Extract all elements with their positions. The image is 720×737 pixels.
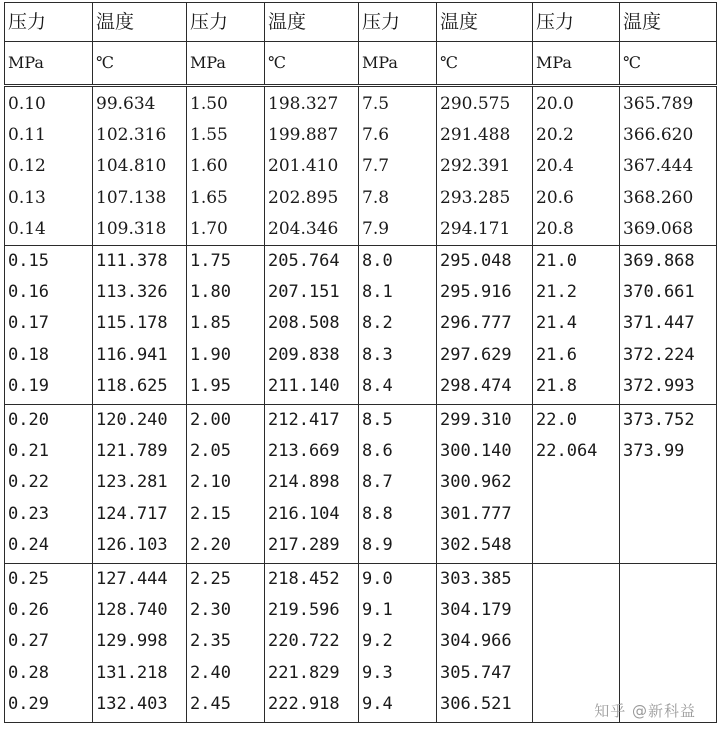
temperature-value: 113.326 <box>96 282 168 303</box>
pressure-value: 2.45 <box>190 693 231 714</box>
unit-pressure-2: MPa <box>187 42 265 86</box>
temperature-value: 370.661 <box>623 282 695 303</box>
temperature-value: 207.151 <box>268 282 340 303</box>
header-pressure-2: 压力 <box>187 3 265 42</box>
pressure-value: 0.15 <box>8 251 49 271</box>
temperature-value: 294.171 <box>440 218 511 239</box>
temperature-value: 293.285 <box>440 187 511 208</box>
unit-pressure-1: MPa <box>5 42 93 86</box>
header-temperature-3: 温度 <box>437 3 533 42</box>
pressure-value: 8.5 <box>362 410 393 430</box>
pressure-value: 1.55 <box>190 125 228 146</box>
temperature-column-3 <box>437 405 533 564</box>
temperature-column-2 <box>265 86 359 246</box>
temperature-value: 102.316 <box>96 125 167 146</box>
temperature-column-1 <box>93 246 187 405</box>
pressure-value: 20.6 <box>536 187 574 208</box>
temperature-value: 306.521 <box>440 693 512 714</box>
temperature-value: 304.179 <box>440 600 512 621</box>
pressure-value: 8.0 <box>362 251 393 271</box>
pressure-value: 8.4 <box>362 375 393 396</box>
temperature-value: 217.289 <box>268 534 340 555</box>
pressure-value: 0.26 <box>8 600 49 621</box>
temperature-value: 219.596 <box>268 600 340 621</box>
temperature-column-3 <box>437 86 533 246</box>
pressure-column-4 <box>533 564 620 723</box>
temperature-column-1 <box>93 86 187 246</box>
pressure-value: 0.16 <box>8 282 49 303</box>
temperature-value: 109.318 <box>96 218 167 239</box>
temperature-value: 199.887 <box>268 125 339 146</box>
pressure-value: 8.6 <box>362 441 393 462</box>
temperature-value: 368.260 <box>623 187 694 208</box>
pressure-value: 7.8 <box>362 187 390 208</box>
pressure-value: 20.2 <box>536 125 574 146</box>
temperature-value: 292.391 <box>440 156 511 177</box>
temperature-value: 299.310 <box>440 410 512 430</box>
temperature-value: 128.740 <box>96 600 168 621</box>
pressure-value: 8.2 <box>362 313 393 334</box>
pressure-column-2 <box>187 86 265 246</box>
pressure-value: 1.90 <box>190 344 231 365</box>
temperature-value: 220.722 <box>268 631 340 652</box>
pressure-value: 0.14 <box>8 218 46 239</box>
temperature-value: 198.327 <box>268 94 339 114</box>
pressure-column-1 <box>5 405 93 564</box>
saturation-pressure-temperature-table <box>4 2 717 723</box>
temperature-column-4 <box>620 405 717 564</box>
unit-temperature-2: ℃ <box>265 42 359 86</box>
pressure-value: 0.18 <box>8 344 49 365</box>
pressure-value: 1.50 <box>190 94 228 114</box>
temperature-value: 205.764 <box>268 251 340 271</box>
pressure-value: 1.75 <box>190 251 231 271</box>
pressure-value: 21.8 <box>536 375 577 396</box>
pressure-value: 1.70 <box>190 218 228 239</box>
temperature-column-2 <box>265 405 359 564</box>
temperature-value: 201.410 <box>268 156 339 177</box>
pressure-column-3 <box>359 564 437 723</box>
zhihu-watermark: 知乎 @新科益 <box>594 702 696 720</box>
pressure-value: 1.85 <box>190 313 231 334</box>
temperature-value: 296.777 <box>440 313 512 334</box>
temperature-value: 304.966 <box>440 631 512 652</box>
temperature-value: 116.941 <box>96 344 168 365</box>
temperature-value: 290.575 <box>440 94 511 114</box>
temperature-column-4 <box>620 86 717 246</box>
pressure-value: 22.064 <box>536 441 598 462</box>
pressure-column-1 <box>5 86 93 246</box>
temperature-value: 121.789 <box>96 441 168 462</box>
pressure-value: 0.24 <box>8 534 49 555</box>
temperature-value: 369.868 <box>623 251 695 271</box>
temperature-value: 216.104 <box>268 503 340 524</box>
pressure-value: 2.20 <box>190 534 231 555</box>
temperature-value: 208.508 <box>268 313 340 334</box>
temperature-value: 115.178 <box>96 313 168 334</box>
pressure-value: 7.5 <box>362 94 390 114</box>
temperature-value: 373.752 <box>623 410 695 430</box>
unit-row <box>5 42 717 86</box>
header-temperature-4: 温度 <box>620 3 717 42</box>
temperature-value: 371.447 <box>623 313 695 334</box>
pressure-value: 0.21 <box>8 441 49 462</box>
pressure-column-2 <box>187 246 265 405</box>
temperature-value: 365.789 <box>623 94 694 114</box>
unit-temperature-4: ℃ <box>620 42 717 86</box>
pressure-value: 21.4 <box>536 313 577 334</box>
pressure-value: 2.15 <box>190 503 231 524</box>
pressure-column-4 <box>533 246 620 405</box>
pressure-value: 20.4 <box>536 156 574 177</box>
pressure-value: 21.6 <box>536 344 577 365</box>
pressure-value: 1.60 <box>190 156 228 177</box>
temperature-value: 369.068 <box>623 218 694 239</box>
data-block-2 <box>5 246 717 405</box>
pressure-value: 2.30 <box>190 600 231 621</box>
temperature-value: 302.548 <box>440 534 512 555</box>
temperature-column-4 <box>620 564 717 723</box>
temperature-value: 120.240 <box>96 410 168 430</box>
temperature-column-2 <box>265 564 359 723</box>
unit-temperature-3: ℃ <box>437 42 533 86</box>
pressure-value: 7.7 <box>362 156 390 177</box>
temperature-value: 295.916 <box>440 282 512 303</box>
pressure-value: 8.8 <box>362 503 393 524</box>
header-temperature-1: 温度 <box>93 3 187 42</box>
pressure-value: 22.0 <box>536 410 577 430</box>
temperature-value: 213.669 <box>268 441 340 462</box>
header-pressure-1: 压力 <box>5 3 93 42</box>
header-pressure-3: 压力 <box>359 3 437 42</box>
temperature-value: 214.898 <box>268 472 340 493</box>
pressure-value: 0.12 <box>8 156 46 177</box>
pressure-value: 8.9 <box>362 534 393 555</box>
pressure-value: 2.40 <box>190 662 231 683</box>
pressure-value: 0.27 <box>8 631 49 652</box>
temperature-value: 204.346 <box>268 218 339 239</box>
pressure-column-3 <box>359 246 437 405</box>
temperature-value: 291.488 <box>440 125 511 146</box>
pressure-value: 0.13 <box>8 187 46 208</box>
temperature-value: 131.218 <box>96 662 168 683</box>
unit-pressure-3: MPa <box>359 42 437 86</box>
temperature-value: 300.962 <box>440 472 512 493</box>
pressure-value: 9.2 <box>362 631 393 652</box>
temperature-value: 300.140 <box>440 441 512 462</box>
temperature-value: 124.717 <box>96 503 168 524</box>
pressure-column-3 <box>359 405 437 564</box>
temperature-value: 372.993 <box>623 375 695 396</box>
temperature-value: 104.810 <box>96 156 167 177</box>
header-pressure-4: 压力 <box>533 3 620 42</box>
temperature-value: 372.224 <box>623 344 695 365</box>
temperature-value: 218.452 <box>268 569 340 589</box>
pressure-value: 9.0 <box>362 569 393 589</box>
pressure-column-1 <box>5 564 93 723</box>
temperature-value: 297.629 <box>440 344 512 365</box>
pressure-value: 7.9 <box>362 218 390 239</box>
pressure-value: 2.35 <box>190 631 231 652</box>
temperature-value: 111.378 <box>96 251 168 271</box>
temperature-value: 99.634 <box>96 94 156 114</box>
temperature-value: 367.444 <box>623 156 694 177</box>
temperature-column-3 <box>437 246 533 405</box>
pressure-value: 0.10 <box>8 94 46 114</box>
pressure-value: 1.65 <box>190 187 228 208</box>
temperature-value: 298.474 <box>440 375 512 396</box>
pressure-column-2 <box>187 405 265 564</box>
temperature-value: 127.444 <box>96 569 168 589</box>
temperature-column-4 <box>620 246 717 405</box>
pressure-value: 0.20 <box>8 410 49 430</box>
pressure-column-2 <box>187 564 265 723</box>
temperature-column-1 <box>93 564 187 723</box>
pressure-value: 0.22 <box>8 472 49 493</box>
pressure-value: 20.8 <box>536 218 574 239</box>
temperature-value: 212.417 <box>268 410 340 430</box>
temperature-value: 123.281 <box>96 472 168 493</box>
pressure-value: 2.05 <box>190 441 231 462</box>
temperature-value: 221.829 <box>268 662 340 683</box>
unit-pressure-4: MPa <box>533 42 620 86</box>
temperature-column-1 <box>93 405 187 564</box>
temperature-value: 118.625 <box>96 375 168 396</box>
pressure-value: 0.19 <box>8 375 49 396</box>
pressure-value: 0.25 <box>8 569 49 589</box>
header-row <box>5 3 717 42</box>
pressure-value: 8.7 <box>362 472 393 493</box>
temperature-value: 222.918 <box>268 693 340 714</box>
temperature-value: 305.747 <box>440 662 512 683</box>
temperature-column-3 <box>437 564 533 723</box>
temperature-value: 129.998 <box>96 631 168 652</box>
temperature-value: 301.777 <box>440 503 512 524</box>
temperature-value: 107.138 <box>96 187 167 208</box>
temperature-value: 373.99 <box>623 441 685 462</box>
pressure-value: 8.1 <box>362 282 393 303</box>
pressure-value: 0.17 <box>8 313 49 334</box>
temperature-value: 202.895 <box>268 187 339 208</box>
temperature-column-2 <box>265 246 359 405</box>
temperature-value: 126.103 <box>96 534 168 555</box>
steam-table-sheet <box>4 2 716 735</box>
pressure-value: 21.0 <box>536 251 577 271</box>
pressure-value: 8.3 <box>362 344 393 365</box>
header-temperature-2: 温度 <box>265 3 359 42</box>
pressure-value: 0.23 <box>8 503 49 524</box>
unit-temperature-1: ℃ <box>93 42 187 86</box>
pressure-value: 9.1 <box>362 600 393 621</box>
data-block-4 <box>5 564 717 723</box>
pressure-value: 1.95 <box>190 375 231 396</box>
temperature-value: 366.620 <box>623 125 694 146</box>
pressure-value: 0.29 <box>8 693 49 714</box>
pressure-value: 0.28 <box>8 662 49 683</box>
pressure-column-4 <box>533 86 620 246</box>
pressure-column-1 <box>5 246 93 405</box>
pressure-column-4 <box>533 405 620 564</box>
temperature-value: 211.140 <box>268 375 340 396</box>
pressure-value: 0.11 <box>8 125 46 146</box>
pressure-value: 2.00 <box>190 410 231 430</box>
pressure-value: 9.3 <box>362 662 393 683</box>
pressure-value: 1.80 <box>190 282 231 303</box>
pressure-value: 2.10 <box>190 472 231 493</box>
pressure-value: 21.2 <box>536 282 577 303</box>
temperature-value: 303.385 <box>440 569 512 589</box>
pressure-column-3 <box>359 86 437 246</box>
pressure-value: 2.25 <box>190 569 231 589</box>
temperature-value: 132.403 <box>96 693 168 714</box>
temperature-value: 209.838 <box>268 344 340 365</box>
pressure-value: 9.4 <box>362 693 393 714</box>
pressure-value: 7.6 <box>362 125 390 146</box>
temperature-value: 295.048 <box>440 251 512 271</box>
data-block-1 <box>5 86 717 246</box>
pressure-value: 20.0 <box>536 94 574 114</box>
data-block-3 <box>5 405 717 564</box>
